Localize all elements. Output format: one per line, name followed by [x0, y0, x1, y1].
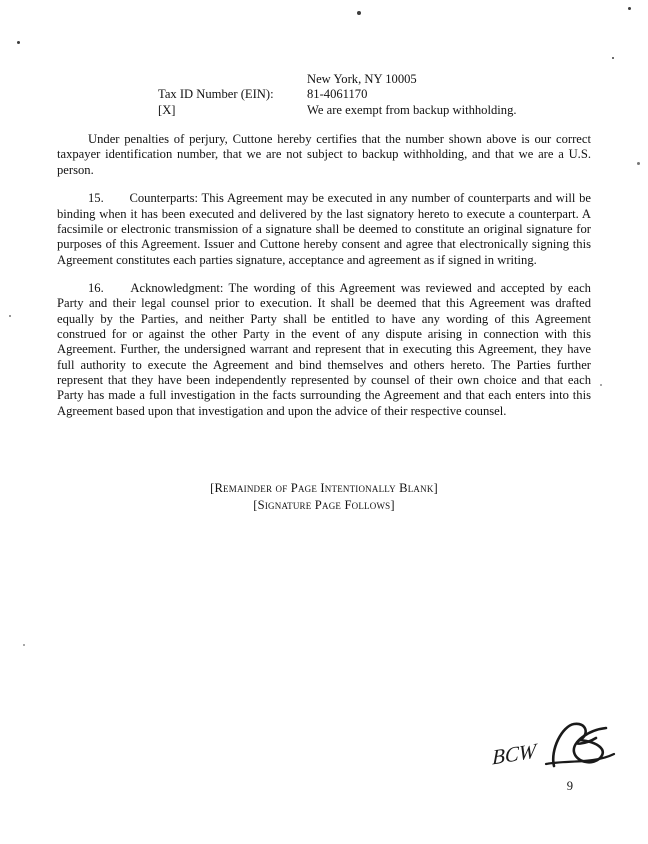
exempt-row [57, 103, 591, 118]
scan-artifact [628, 7, 631, 10]
section-15 [57, 191, 591, 268]
spacer [57, 72, 158, 87]
scan-artifact [637, 162, 640, 165]
scan-artifact [23, 644, 25, 646]
section-16-number: 16. [88, 280, 104, 295]
section-15-number: 15. [88, 191, 104, 206]
section-15-title: Counterparts: [129, 191, 199, 206]
signature-area [492, 720, 618, 772]
scan-artifact [9, 315, 11, 317]
section-15-body: This Agreement may be executed in any number of counterparts and will be binding when it has been executed and delivered by the last signatory hereto to execute a counterpart. A facsimile or electronic transmission of a signature shall be deemed to constitute an original signature for purposes of this Agreement. Issuer and Cuttone hereby consent and agree that electronically signing this Agreement constitutes each parties signature, acceptance and agreement as if signed in writing. [57, 191, 592, 267]
tax-id-row [57, 87, 591, 102]
scan-artifact [17, 41, 20, 44]
signature-scribble-icon [540, 720, 618, 772]
section-16-title: Acknowledgment: [130, 280, 224, 295]
scan-artifact [600, 384, 602, 386]
section-16 [57, 281, 591, 419]
tax-id-label: Tax ID Number (EIN): [158, 87, 274, 102]
address-line: New York, NY 10005 [307, 72, 417, 86]
signature-follows-line: [Signature Page Follows] [253, 497, 395, 512]
scan-artifact [612, 57, 614, 59]
scan-artifact [357, 11, 361, 15]
spacer [158, 72, 307, 87]
section-16-body: The wording of this Agreement was reviewed and accepted by each Party and their legal counsel prior to execution. It shall be deemed that this Agreement was drafted equally by the Parties, and neither Party shall be entitled to have any wording of this Agreement construed for or against the other Party in the event of any dispute arising in connection with this Agreement. Further, the undersigned warrant and represent that in executing this Agreement, they have full authority to execute the Agreement and bind themselves and others hereto. The Parties further represent that they have been independently represented by counsel of their own choice and that each Party has made a full investigation in the facts surrounding the Agreement and that each enters into this Agreement based upon that investigation and upon the advice of their respective counsel. [57, 280, 591, 418]
intentionally-blank-block [57, 481, 591, 513]
exempt-text: We are exempt from backup withholding. [307, 102, 517, 117]
remainder-blank-line: [Remainder of Page Intentionally Blank] [210, 481, 438, 496]
tax-id-block [57, 72, 591, 118]
checkbox-mark: [X] [158, 102, 176, 117]
address-row [57, 72, 591, 87]
handwritten-initials: BCW [491, 738, 536, 771]
certification-paragraph: Under penalties of perjury, Cuttone hereby certifies that the number shown above is our correct taxpayer identification number, that we are not subject to backup withholding, and that we are a U.S. person. [57, 132, 591, 177]
spacer [57, 103, 158, 118]
spacer [57, 87, 158, 102]
page-number: 9 [566, 778, 573, 793]
tax-id-value: 81-4061170 [307, 87, 368, 102]
